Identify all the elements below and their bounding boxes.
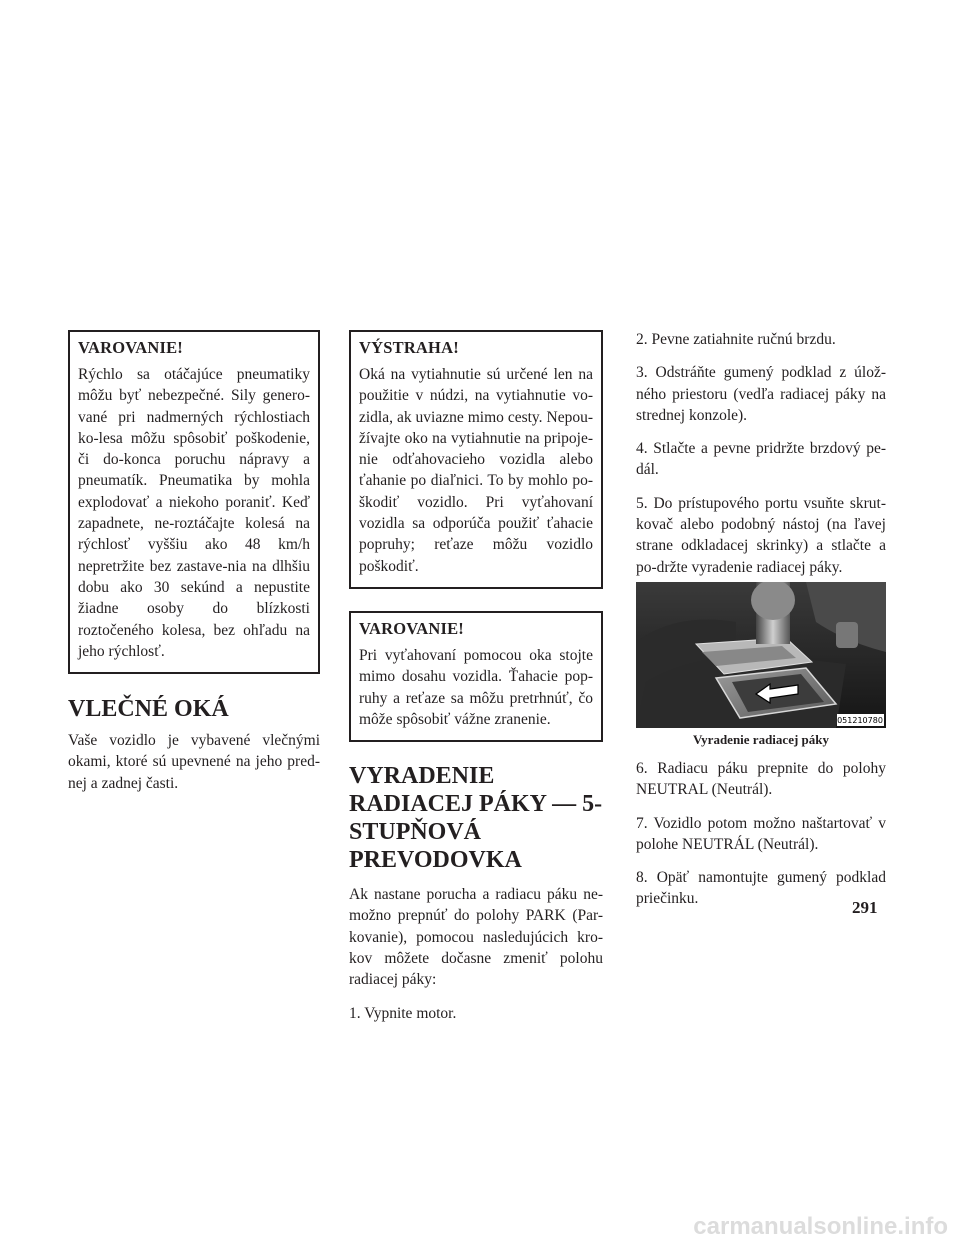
console-illustration [636,582,886,728]
caution-title: VÝSTRAHA! [359,338,459,357]
step-2: 2. Pevne zatiahnite ručnú brzdu. [636,331,836,348]
warning-box-pulling [349,611,603,742]
step-5: 5. Do prístupového portu vsuňte skrut-kovač alebo podobný nástoj (na ľavej strane odkladacej skrinky) a stlačte a po-držte vyradenie radiacej páky. [636,494,886,576]
column-right [636,330,886,922]
tow-hooks-text: Vaše vozidlo je vybavené vlečnými okami, ktoré sú upevnené na jeho pred-nej a zadnej časti. [68,732,320,792]
watermark-text: carmanualsonline.info [693,1213,948,1238]
watermark [620,1212,950,1238]
column-left [68,330,320,794]
warning-title: VAROVANIE! [78,338,183,357]
step-1: 1. Vypnite motor. [349,1004,457,1022]
caution-box-tow-hooks [349,330,603,589]
warning-title: VAROVANIE! [359,618,464,638]
step-3: 3. Odstráňte gumený podklad z úlož-ného priestoru (vedľa radiacej páky na strednej konzole). [636,364,886,424]
section-heading-shift-override: VYRADENIE RADIACEJ PÁKY — 5-STUPŇOVÁ PREVODOVKA [349,763,603,874]
photo-caption: Vyradenie radiacej páky [692,731,830,747]
shift-override-intro: Ak nastane porucha a radiacu páku ne-možno prepnúť do polohy PARK (Par-kovanie), pomocou nasledujúcich kro-kov môžete dočasne zmeniť polohu radiacej páky: [349,886,603,989]
shift-override-photo [636,582,886,728]
step-6: 6. Radiacu páku prepnite do polohy NEUTRAL (Neutrál). [636,759,886,799]
column-middle [349,330,603,1036]
warning-box-tires [68,330,320,674]
warning-text: Rýchlo sa otáčajúce pneumatiky môžu byť nebezpečné. Sily genero-vané pri nadmerných rýchlostiach ko-lesa môžu spôsobiť poškodenie, či do-konca poruchu nápravy a pneumatík. Pneumatika by mohla explodovať a niekoho poraniť. Keď zapadnete, ne-roztáčajte kolesá na rýchlosť vyššiu ako 48 km/h nepretržite bez zastave-nia na dlhšiu dobu ako 30 sekúnd a nepustite žiadne osoby do blízkosti roztočeného kolesa, bez ohľadu na jeho rýchlosť. [78,366,310,660]
page-number: 291 [852,898,878,917]
image-code: 051210780 [837,715,883,725]
step-7: 7. Vozidlo potom možno naštartovať v polohe NEUTRÁL (Neutrál). [636,814,886,853]
step-8: 8. Opäť namontujte gumený podklad priečinku. [636,869,886,908]
caution-text: Oká na vytiahnutie sú určené len na použitie v núdzi, na vytiahnutie vo-zidla, ak uviazne mimo cesty. Nepou-žívajte oko na vytiahnutie na pripoje-nie odťahovacieho vozidla alebo ťahanie po diaľnici. To by mohlo po-škodiť vozidlo. Pri vyťahovaní vozidla sa odporúča použiť ťahacie popruhy; reťaze môžu vozidlo poškodiť. [359,366,593,575]
warning-text: Pri vyťahovaní pomocou oka stojte mimo dosahu vozidla. Ťahacie pop-ruhy a reťaze sa môžu pretrhnúť, čo môže spôsobiť vážne zranenie. [359,646,593,728]
step-4: 4. Stlačte a pevne pridržte brzdový pe-dál. [636,440,886,479]
section-heading-tow-hooks: VLEČNÉ OKÁ [68,696,229,723]
